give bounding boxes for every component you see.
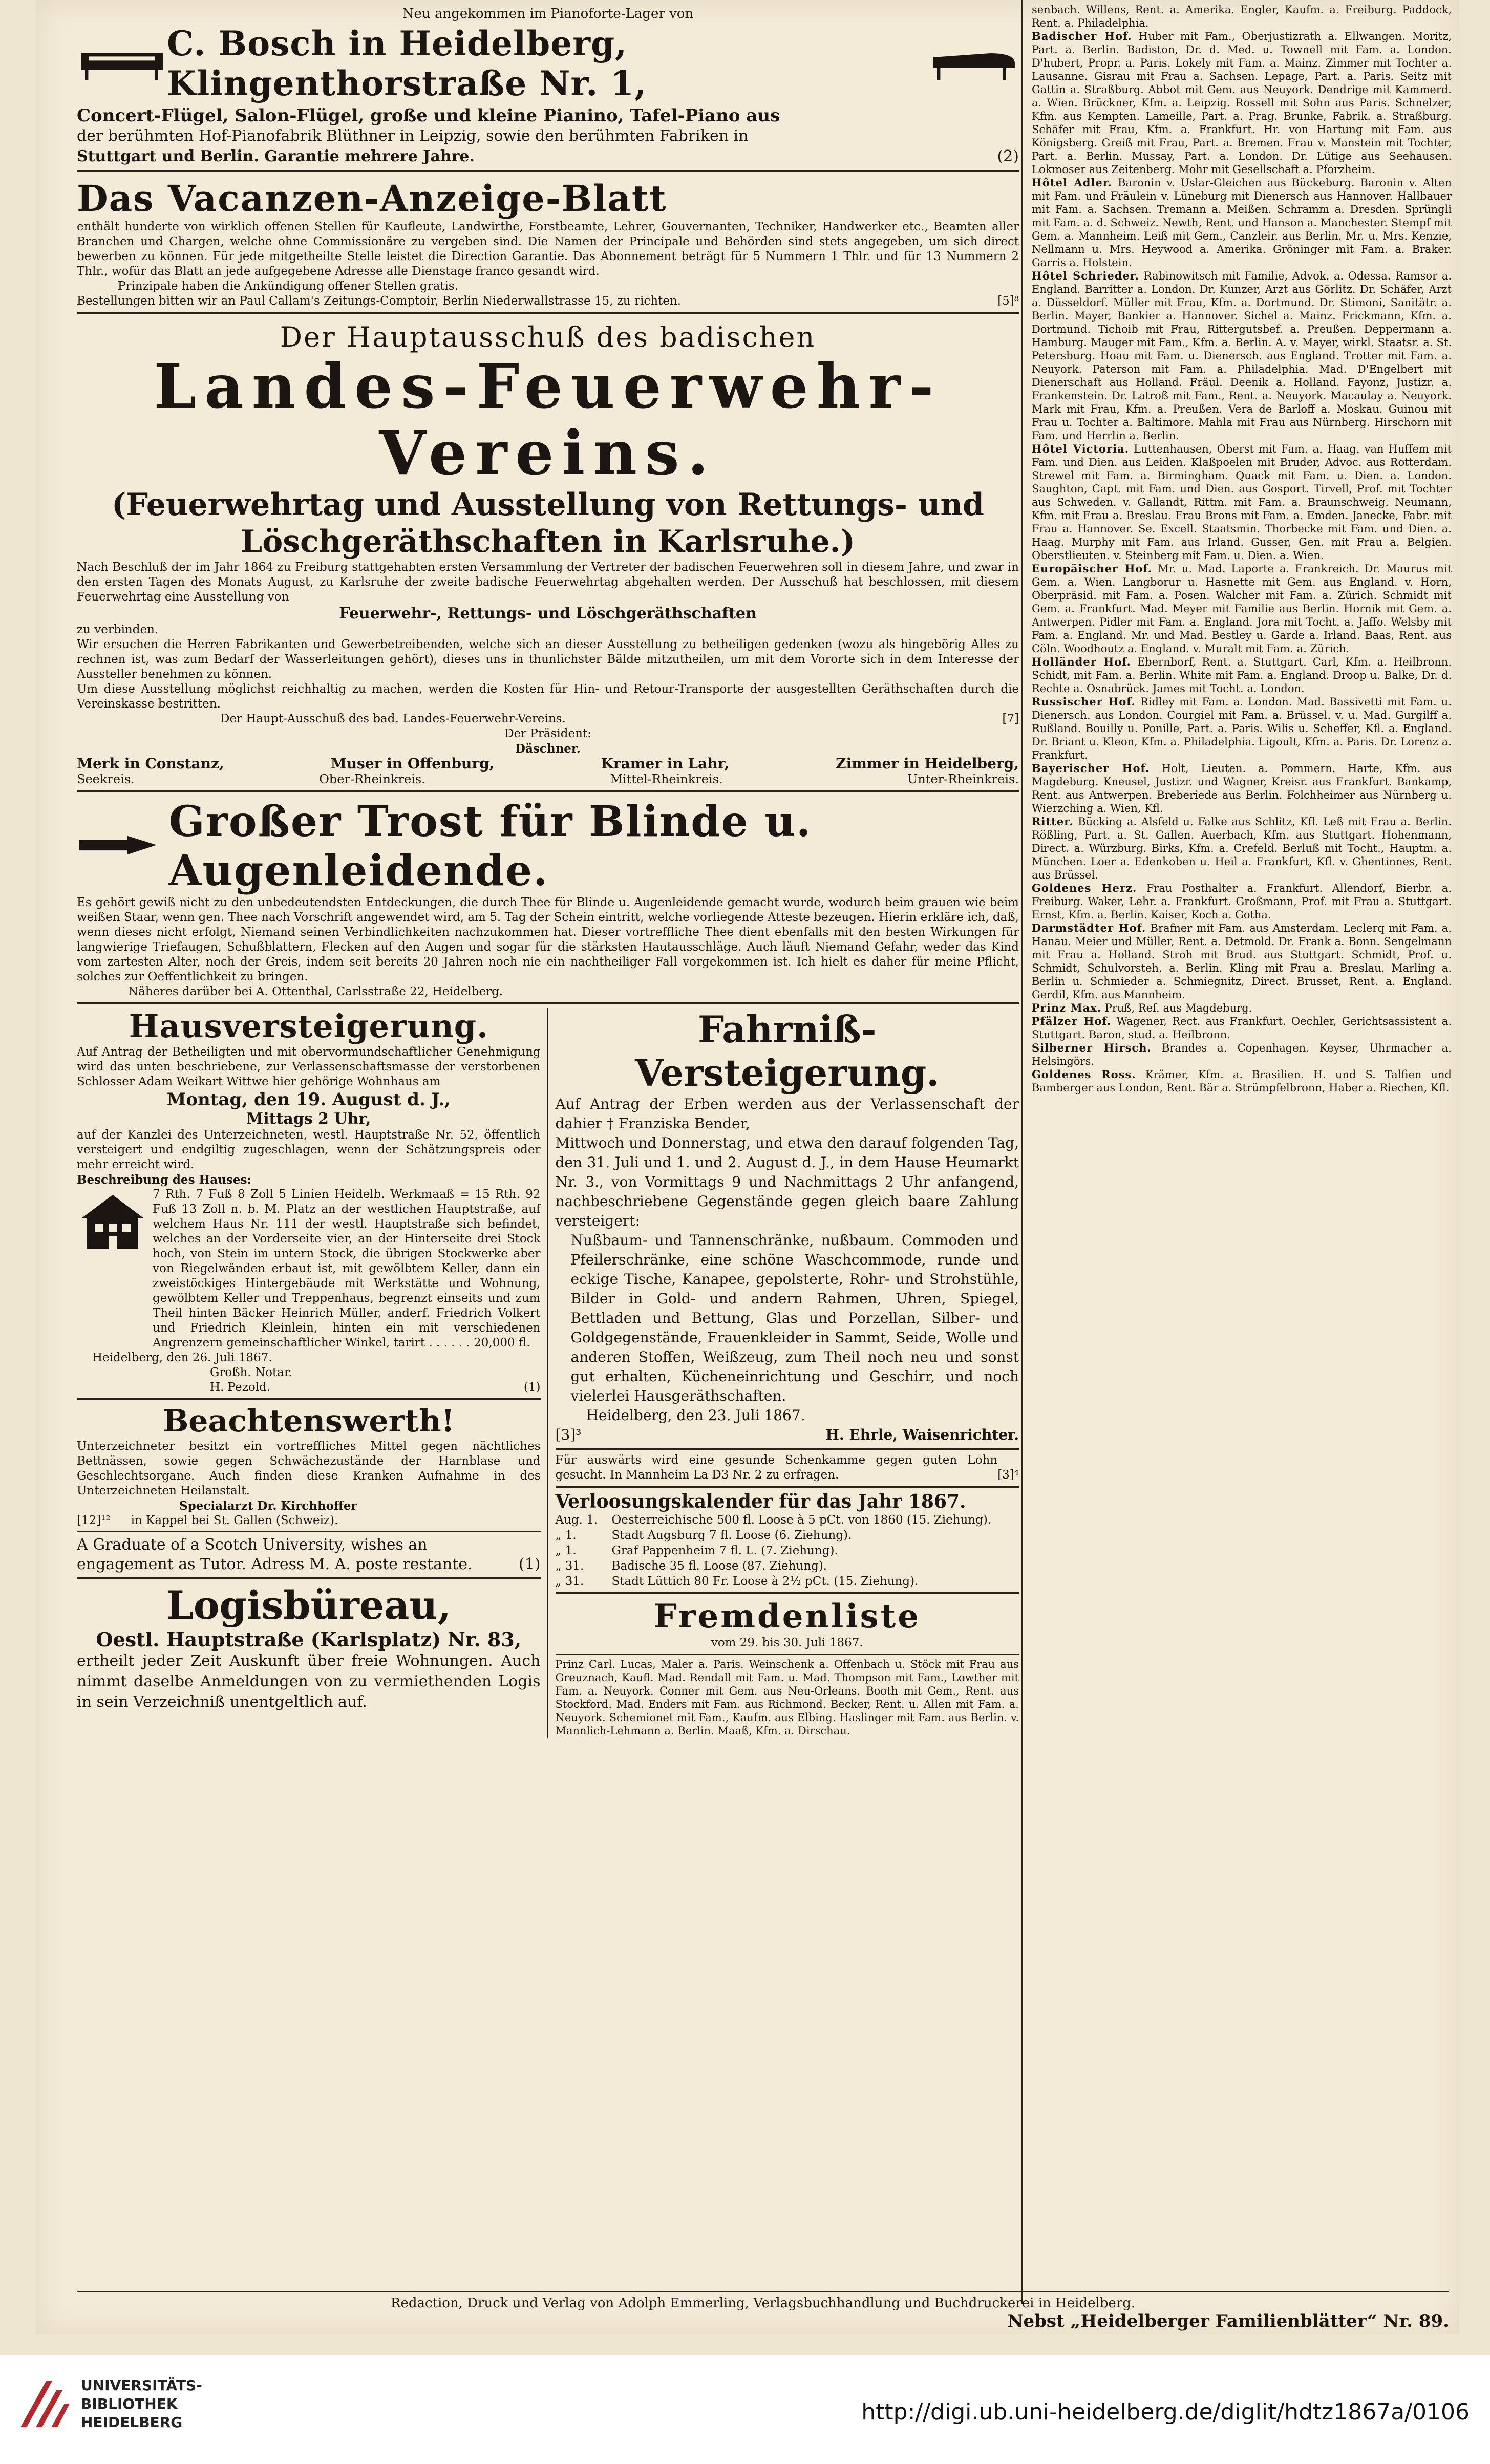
right-top-text: senbach. Willens, Rent. a. Amerika. Engler, Kaufm. a. Freiburg. Paddock, Rent. a. Philadelphia. [1032, 4, 1452, 29]
hotel-name: Goldenes Herz. [1032, 882, 1137, 894]
trost-body: Es gehört gewiß nicht zu den unbedeutendsten Entdeckungen, die durch Thee für Blinde u. Augenleidende gemacht wurde, wodurch beim grauen wie beim weißen Staar, wenn gen. Thee nach Vorschrift angewendet wird, am 5. Tag der Schein eintritt, welche vorliegende Atteste bezeugen. Hierin erkläre ich, daß, wenn dieses nicht erfolgt, Niemand seinen Verbindlichkeiten nachzukommen hat. Dieser vortreffliche Thee dient ebenfalls mit den besten Wirkungen für langwierige Triefaugen, Schußblattern, Flecken auf den Augen und sogar für die stärksten Hautausschläge. Auch läuft Niemand Gefahr, weder das Kind vom zartesten Alter, noch der Greis, indem seit bereits 20 Jahren noch nie ein nachtheiliger Fall vorgekommen ist. Ich hielt es daher für meine Pflicht, solches zur Oeffentlichkeit zu bringen. [77, 896, 1019, 983]
feuerwehr-praesident: Der Präsident: [504, 727, 591, 740]
hotel-guests: Huber mit Fam., Oberjustizrath a. Ellwangen. Moritz, Part. a. Berlin. Badiston, Dr. d. Med. u. Townell mit Fam. a. London. D'hubert, Propr. a. Paris. Lokely mit Fam. a. Mainz. Zimmer mit Tochter a. Lausanne. Gisrau mit Frau a. Sachsen. Lepage, Part. a. Paris. Seitz mit Gattin a. Straßburg. Abbot mit Gem. aus Neuyork. Dendrige mit Kammerd. a. Wien. Brückner, Kfm. a. Leipzig. Rossell mit Sohn aus Paris. Schnelzer, Kfm. aus Kempten. Lameille, Part. a. Prag. Brunke, Fabrik. a. Straßburg. Schäfer mit Frau, Kfm. a. Frankfurt. Hr. von Hartung mit Fam. aus Königsberg. Greiß mit Frau, Part. a. Bremen. Frau v. Manstein mit Tochter, Part. a. Berlin. Mussay, Part. a. London. Dr. Lütige aus Seehausen. Lokmoser aus Zeitenberg. Mohr mit Gesellschaft a. Pforzheim. [1032, 30, 1452, 176]
fahrniss-signature: H. Ehrle, Waisenrichter. [825, 1426, 1019, 1443]
verloosung-title: Verloosungskalender für das Jahr 1867. [555, 1491, 966, 1512]
logis-body: ertheilt jeder Zeit Auskunft über freie Wohnungen. Auch nimmt daselbe Anmeldungen von zu vermiethenden Logis in sein Verzeichniß unentgeltlich auf. [77, 1652, 541, 1711]
hotel-guests: Bücking a. Alsfeld u. Falke aus Schlitz, Kfl. Leß mit Frau a. Berlin. Rößling, Part. a. St. Gallen. Auerbach, Kfm. aus Stuttgart. Hohenmann, Direct. a. Würzburg. Birks, Kfm. a. Crefeld. Berluß mit Tocht., Hauptm. a. München. Loer a. Edenkoben u. Heil a. Frankfurt, Kfl. v. Ghentinnes, Rent. aus Brüssel. [1032, 816, 1452, 881]
piano-intro: Neu angekommen im Pianoforte-Lager von [402, 6, 694, 22]
hotel-name: Hôtel Adler. [1032, 176, 1113, 189]
feuerwehr-title1: Der Hauptausschuß des badischen [280, 321, 816, 353]
hotel-list [1032, 30, 1452, 1095]
verloosung-list [556, 1512, 1019, 1589]
library-logo[interactable] [15, 2376, 202, 2432]
house-icon [77, 1187, 148, 1254]
graduate-text: A Graduate of a Scotch University, wishes an engagement as Tutor. Adress M. A. poste restante. [77, 1536, 473, 1573]
hotel-guests: Luttenhausen, Oberst mit Fam. a. Haag. van Huffem mit Fam. und Dien. aus Leiden. Klaßpoelen mit Bruder, Advoc. aus Rotterdam. Strewel mit Fam. a. Birmingham. Quack mit Fam. u. Dien. a. London. Saughton, Capt. mit Fam. und Dien. aus Gosport. Tirvell, Prof. mit Tochter aus Schweden. v. Gallandt, Rittm. mit Fam. a. Braunschweig. Neumann, Kfm. mit Frau a. Breslau. Frau Brons mit Fam. a. Emden. Janecke, Fabr. mit Frau a. Hannover. Se. Excell. Staatsmin. Thorbecke mit Fam. und Dien. a. Haag. Murphy mit Fam. aus Irland. Gusser, Gen. mit Frau a. Belgien. Oberstlieuten. v. Steinberg mit Fam. u. Dien. a. Wien. [1032, 443, 1452, 562]
right-column [1032, 0, 1452, 1095]
fremden-prinz-carl: Prinz Carl. Lucas, Maler a. Paris. Weinschenk a. Offenbach u. Stöck mit Frau aus Greuznach, Kaufl. Mad. Rendall mit Fam. u. Mad. Thompson mit Fam., Lowther mit Fam. a. Neuyork. Conner mit Gem. aus Neu-Orleans. Booth mit Gem., Rent. aus Stockford. Mad. Enders mit Fam. aus Richmond. Becker, Rent. u. Allen mit Fam. a. Neuyork. Schemionet mit Fam., Kaufm. aus Elbing. Haslinger mit Fam. aus Berlin. v. Mannlich-Lehmann a. Berlin. Maaß, Kfm. a. Dirschau. [555, 1658, 1019, 1737]
pointing-hand-icon [77, 828, 161, 864]
hotel-name: Badischer Hof. [1032, 30, 1132, 42]
hotel-guests: Holt, Lieuten. a. Pommern. Harte, Kfm. aus Magdeburg. Kneusel, Justizr. und Wagner, Kreisr. aus Frankfurt. Bankamp, Rent. aus Antwerpen. Breberiede aus Berlin. Folchheimer aus Nürnberg u. Wierzching a. Wien, Kfl. [1032, 762, 1452, 815]
vacanzen-line3: Bestellungen bitten wir an Paul Callam's Zeitungs-Comptoir, Berlin Niederwallstrasse 15, zu richten. [77, 294, 682, 308]
beacht-title: Beachtenswerth! [162, 1403, 455, 1439]
hotel-guests: Wagener, Rect. aus Frankfurt. Oechler, Gerichtsassistent a. Stuttgart. Baron, stud. a. Heilbronn. [1032, 1015, 1452, 1041]
vacanzen-title: Das Vacanzen-Anzeige-Blatt [77, 177, 667, 220]
schenkamme-number: [3]⁴ [997, 1468, 1019, 1482]
hotel-entry [1032, 1041, 1452, 1068]
feuerwehr-exhibit: Feuerwehr-, Rettungs- und Löschgeräthschaften [339, 605, 757, 623]
verloosung-row: „ 1. Stadt Augsburg 7 fl. Loose (6. Ziehung). [555, 1529, 852, 1542]
hotel-guests: Mr. u. Mad. Laporte a. Frankreich. Dr. Maurus mit Gem. a. Wien. Langborur u. Hasnette mit Gem. aus England. v. Horn, Oberpräsid. mit Fam. a. Posen. Walcher mit Fam. a. Zürich. Schmidt mit Gem. a. Frankfurt. Mad. Meyer mit Familie aus Berlin. Hornik mit Gem. a. Antwerpen. Pidler mit Fam. a. England. Jora mit Tocht. a. Jaffo. Welsby mit Fam. a. England. Mr. und Mad. Bestley u. Garde a. Irland. Baas, Rent. aus Cöln. Woodhoutz a. England. v. Muralt mit Fam. a. Zürich. [1032, 563, 1452, 655]
hotel-entry [1032, 655, 1452, 695]
hotel-name: Hôtel Victoria. [1032, 442, 1130, 455]
footer [77, 2288, 1449, 2331]
feuerwehr-title3: (Feuerwehrtag und Ausstellung von Rettungs- und Löschgeräthschaften in Karlsruhe.) [112, 487, 984, 560]
hotel-guests: Ridley mit Fam. a. London. Mad. Bassivetti mit Fam. u. Dienersch. aus London. Courgiel mit Fam. a. Brüssel. v. u. Mad. Gurgilff a. Rußland. Bouilly u. Ponille, Part. a. Paris. Wilis u. Scheffer, Kfl. a. England. Dr. Briant u. Kleon, Kfm. a. Philadelphia. Ligoult, Kfm. a. Paris. Dr. Lorenz a. Frankfurt. [1032, 696, 1452, 761]
hotel-name: Goldenes Ross. [1032, 1068, 1136, 1081]
subcolumn-right [547, 1008, 1019, 1738]
fahrniss-title: Fahrniß-Versteigerung. [635, 1008, 940, 1095]
member-role-4: Unter-Rheinkreis. [907, 772, 1019, 786]
fahrniss-signature-date: Heidelberg, den 23. Juli 1867. [586, 1407, 805, 1424]
column-divider [1021, 0, 1023, 2304]
library-bar [0, 2355, 1490, 2464]
beacht-place: in Kappel bei St. Gallen (Schweiz). [131, 1514, 338, 1527]
hotel-guests: Frau Posthalter a. Frankfurt. Allendorf, Bierbr. a. Freiburg. Waker, Lehr. a. Frankfurt. Großmann, Prof. mit Frau a. Stuttgart. Ernst, Kfm. a. Berlin. Kaiser, Koch a. Gotha. [1032, 882, 1452, 921]
hotel-guests: Brandes a. Copenhagen. Keyser, Uhrmacher a. Helsingörs. [1032, 1042, 1452, 1067]
hotel-entry [1032, 762, 1452, 815]
library-name-line3: HEIDELBERG [81, 2414, 183, 2431]
member-2: Muser in Offenburg, [330, 755, 495, 772]
fremden-title: Fremdenliste [653, 1597, 921, 1636]
vacanzen-line2: Prinzipale haben die Ankündigung offener Stellen gratis. [118, 280, 458, 293]
haus-date: Montag, den 19. August d. J., [166, 1089, 451, 1110]
fremden-range: vom 29. bis 30. Juli 1867. [711, 1636, 863, 1649]
haus-signature-date: Heidelberg, den 26. Juli 1867. [92, 1351, 272, 1364]
fahrniss-number: [3]³ [555, 1426, 582, 1443]
logis-address: Oestl. Hauptstraße (Karlsplatz) Nr. 83, [96, 1628, 522, 1651]
trost-ad [77, 797, 1019, 999]
hotel-entry [1032, 815, 1452, 882]
source-url-link[interactable]: http://digi.ub.uni-heidelberg.de/diglit/hdtz1867a/0106 [861, 2399, 1470, 2425]
trost-contact: Näheres darüber bei A. Ottenthal, Carlsstraße 22, Heidelberg. [128, 985, 503, 998]
feuerwehr-p1b: zu verbinden. [77, 623, 159, 636]
haus-signature-role: Großh. Notar. [210, 1366, 292, 1379]
piano-line1: Concert-Flügel, Salon-Flügel, große und kleine Pianino, Tafel-Piano aus [77, 105, 780, 126]
subcolumn-left [77, 1008, 547, 1738]
member-role-3: Mittel-Rheinkreis. [610, 772, 723, 786]
hotel-entry [1032, 882, 1452, 922]
hotel-entry [1032, 1001, 1452, 1015]
member-1: Merk in Constanz, [77, 755, 224, 772]
library-name-line1: UNIVERSITÄTS- [81, 2377, 202, 2394]
footer-imprint: Redaction, Druck und Verlag von Adolph Emmerling, Verlagsbuchhandlung und Buchdruckerei in Heidelberg. [390, 2296, 1136, 2311]
graduate-number: (1) [519, 1555, 541, 1573]
hotel-entry [1032, 442, 1452, 562]
trost-title: Großer Trost für Blinde u. Augenleidende. [168, 797, 812, 895]
beacht-body: Unterzeichneter besitzt ein vortreffliches Mittel gegen nächtliches Bettnässen, sowie gegen Schwächezustände der Harnblase und Geschlechtsorgane. Auch finden diese Kranken Aufnahme in des Unterzeichneten Heilanstalt. [77, 1440, 541, 1497]
haus-description: 7 Rth. 7 Fuß 8 Zoll 5 Linien Heidelb. Werkmaaß = 15 Rth. 92 Fuß 13 Zoll n. b. M. Platz an der westlichen Hauptstraße, auf welchem Haus Nr. 111 der westl. Hauptstraße sich befindet, welches an der Vorderseite vier, an der Hinterseite drei Stock hoch, von Stein im untern Stock, die übrigen Stockwerke aber von Riegelwänden erbaut ist, mit gewölbtem Keller, dann ein zweistöckiges Hintergebäude mit Werkstätte und Wohnung, gewölbtem Keller und Treppenhaus, begrenzt einseits und zum Theil hinten Bäcker Heinrich Müller, anderf. Friedrich Volkert und Friedrich Kleinlein, hinten ein mit verschiedenen Angrenzern gemeinschaftlicher Winkel, tarirt . . . . . . 20,000 fl. [153, 1188, 541, 1349]
hotel-name: Pfälzer Hof. [1032, 1015, 1112, 1027]
fahrniss-items: Nußbaum- und Tannenschränke, nußbaum. Commoden und Pfeilerschränke, eine schöne Waschcommode, runde und eckige Tische, Kanapee, gepolsterte, Rohr- und Strohstühle, Bilder in Gold- und andern Rahmen, Uhren, Spiegel, Bettladen und Bettung, Glas und Porzellan, Silber- und Goldgegenstände, Frauenkleider in Sammt, Seide, Wolle und anderen Stoffen, Weißzeug, zum Theil noch neu und sonst gut erhalten, Kücheneinrichtung und Geschirr, und noch vielerlei Hausgeräthschaften. [570, 1232, 1019, 1404]
hotel-entry [1032, 1015, 1452, 1041]
haus-p2: auf der Kanzlei des Unterzeichneten, westl. Hauptstraße Nr. 52, öffentlich versteigert und endgiltig zugeschlagen, wenn der Schätzungspreis oder mehr erreicht wird. [77, 1128, 541, 1171]
hotel-name: Prinz Max. [1032, 1001, 1102, 1014]
feuerwehr-signature: Der Haupt-Ausschuß des bad. Landes-Feuerwehr-Vereins. [220, 712, 566, 725]
member-role-2: Ober-Rheinkreis. [319, 772, 425, 786]
newspaper-page [36, 0, 1459, 2334]
schenkamme-text: Für auswärts wird eine gesunde Schenkamme gegen guten Lohn gesucht. In Mannheim La D3 Nr. 2 zu erfragen. [555, 1453, 998, 1482]
logis-title: Logisbüreau, [166, 1582, 452, 1628]
haus-signature-name: H. Pezold. [210, 1381, 271, 1394]
piano-seller-name: C. Bosch in Heidelberg, Klingenthorstraße Nr. 1, [166, 24, 647, 103]
hotel-entry [1032, 922, 1452, 1001]
hotel-name: Bayerischer Hof. [1032, 762, 1150, 775]
beacht-signature: Specialarzt Dr. Kirchhoffer [179, 1499, 357, 1513]
hotel-guests: Pruß, Ref. aus Magdeburg. [1104, 1002, 1252, 1014]
hotel-guests: Krämer, Kfm. a. Brasilien. H. und S. Talfien und Bamberger aus London, Rent. Bär a. Strümpfelbronn, Haber a. Riechen, Kfl. [1032, 1068, 1452, 1094]
verloosung-row: „ 1. Graf Pappenheim 7 fl. L. (7. Ziehung). [555, 1544, 838, 1557]
fahrniss-p1b: Mittwoch und Donnerstag, und etwa den darauf folgenden Tag, den 31. Juli und 1. und 2. August d. J., in dem Hause Heumarkt Nr. 3., von Vormittags 9 und Nachmittags 2 Uhr anfangend, nachbeschriebene Gegenstände gegen gleich baare Zahlung versteigert: [555, 1134, 1019, 1229]
hotel-name: Ritter. [1032, 815, 1074, 828]
verloosung-row: Aug. 1. Oesterreichische 500 fl. Loose à 5 pCt. von 1860 (15. Ziehung). [555, 1513, 992, 1527]
hotel-entry [1032, 562, 1452, 655]
feuerwehr-p2: Wir ersuchen die Herren Fabrikanten und Gewerbetreibenden, welche sich an dieser Ausstellung zu betheiligen gedenken (wozu als hingebörig Alles zu rechnen ist, was zum Bedarf der Wasserleitungen gehört), dieses uns in thunlichster Bälde mitzutheilen, um mit dem Vororte sich in dem Interesse der Aussteller benehmen zu können. [77, 638, 1019, 681]
hotel-name: Hôtel Schrieder. [1032, 269, 1140, 282]
hotel-name: Russischer Hof. [1032, 695, 1136, 708]
haus-desc-heading: Beschreibung des Hauses: [77, 1173, 251, 1187]
vacanzen-number: [5]⁸ [997, 294, 1019, 308]
vacanzen-body: enthält hunderte von wirklich offenen Stellen für Kaufleute, Landwirthe, Forstbeamte, Lehrer, Gouvernanten, Techniker, Handwerker etc., Beamten aller Branchen und Chargen, welche ohne Commissionäre zu vergeben sind. Die Namen der Principale und Behörden sind stets angegeben, um sich direct bewerben zu können. Für jede mitgetheilte Stelle leistet die Direction Garantie. Das Abonnement beträgt für 5 Nummern 1 Thlr. und für 13 Nummern 2 Thlr., wofür das Blatt an jede aufgegebene Adresse alle Dienstage franco gesandt wird. [77, 220, 1019, 278]
hotel-entry [1032, 30, 1452, 176]
hotel-entry [1032, 176, 1452, 269]
member-3: Kramer in Lahr, [601, 755, 730, 772]
hotel-name: Europäischer Hof. [1032, 562, 1153, 575]
haus-title: Hausversteigerung. [129, 1008, 488, 1045]
hotel-entry [1032, 1068, 1452, 1095]
left-column [77, 0, 1019, 1738]
feuerwehr-p3: Um diese Ausstellung möglichst reichhaltig zu machen, werden die Kosten für Hin- und Retour-Transporte der ausgestellten Geräthschaften durch die Vereinskasse bestritten. [77, 682, 1019, 711]
feuerwehr-ad [77, 321, 1019, 787]
feuerwehr-praesident-name: Däschner. [515, 742, 581, 756]
verloosung-row: „ 31. Badische 35 fl. Loose (87. Ziehung). [555, 1559, 827, 1573]
grand-piano-icon [929, 40, 1019, 87]
hotel-entry [1032, 695, 1452, 762]
member-role-1: Seekreis. [77, 772, 135, 786]
feuerwehr-p1: Nach Beschluß der im Jahr 1864 zu Freiburg stattgehabten ersten Versammlung der Vertreter der badischen Feuerwehren soll in diesem Jahre, und zwar in den ersten Tagen des Monats August, zu Karlsruhe der zweite badische Feuerwehrtag abgehalten werden. Der Ausschuß hat beschlossen, mit diesem Feuerwehrtag eine Ausstellung von [77, 561, 1019, 604]
hotel-guests: Baronin v. Uslar-Gleichen aus Bückeburg. Baronin v. Alten mit Fam. und Fräulein v. Lüneburg mit Dienersch aus Hannover. Hallbauer mit Fam. a. Sachsen. Tremann a. Meißen. Schramm a. Dresden. Sprüngli mit Fam. a. d. Schweiz. Newth, Rent. und Hanson a. Manchester. Stempf mit Gem. a. Mannheim. Leiß mit Gem., Canzleir. aus Berlin. Mr. u. Mrs. Kenzie, Nellmann u. Mrs. Heywood a. Amerika. Gröninger mit Fam. a. Braker. Garris a. Holstein. [1032, 177, 1452, 269]
member-4: Zimmer in Heidelberg, [836, 755, 1019, 772]
vacanzen-ad [77, 177, 1019, 309]
piano-line2: der berühmten Hof-Pianofabrik Blüthner in Leipzig, sowie den berühmten Fabriken in [77, 127, 749, 145]
verloosung-row: „ 31. Stadt Lüttich 80 Fr. Loose à 2½ pCt. (15. Ziehung). [555, 1575, 919, 1588]
piano-line3: Stuttgart und Berlin. Garantie mehrere Jahre. [77, 147, 475, 165]
library-logo-icon [15, 2376, 72, 2432]
fahrniss-p1: Auf Antrag der Erben werden aus der Verlassenschaft der dahier † Franziska Bender, [555, 1096, 1019, 1132]
hotel-guests: Ebernborf, Rent. a. Stuttgart. Carl, Kfm. a. Heilbronn. Schidt, mit Fam. a. Berlin. White mit Fam. a. England. Droop u. Balke, Dr. d. Rechte a. Osnabrück. James mit Tocht. a. London. [1032, 656, 1452, 695]
hotel-name: Holländer Hof. [1032, 655, 1131, 668]
hotel-entry [1032, 269, 1452, 442]
feuerwehr-number: [7] [1002, 712, 1019, 725]
feuerwehr-title2: Landes-Feuerwehr-Vereins. [154, 351, 942, 488]
haus-number: (1) [523, 1381, 541, 1394]
haus-p1: Auf Antrag der Betheiligten und mit obervormundschaftlicher Genehmigung wird das unten beschriebene, zur Verlassenschaftsmasse der verstorbenen Schlosser Adam Weikart Wittwe hier gehörige Wohnhaus am [77, 1045, 541, 1088]
beacht-number: [12]¹² [77, 1514, 111, 1527]
footer-supplement: Nebst „Heidelberger Familienblätter“ Nr. 89. [1007, 2311, 1449, 2331]
piano-ad [77, 6, 1019, 167]
hotel-guests: Brafner mit Fam. aus Amsterdam. Leclerq mit Fam. a. Hanau. Meier und Müller, Rent. a. Detmold. Dr. Frank a. Bonn. Sengelmann mit Frau a. Holland. Stroh mit Brud. aus Stuttgart. Schmidt, Prof. u. Schmidt, Schulvorsteh. a. Berlin. Kling mit Frau a. Breslau. Marling a. Berlin u. Schmieder a. Schmiegnitz, Direct. Brusset, Rent. a. England. Gerdil, Kfm. aus Mannheim. [1032, 922, 1452, 1001]
hotel-name: Silberner Hirsch. [1032, 1041, 1152, 1054]
piano-ad-number: (2) [997, 147, 1019, 165]
library-name-line2: BIBLIOTHEK [81, 2395, 178, 2412]
hotel-name: Darmstädter Hof. [1032, 922, 1146, 934]
piano-icon [77, 40, 167, 87]
hotel-guests: Rabinowitsch mit Familie, Advok. a. Odessa. Ramsor a. England. Barritter a. London. Dr. Kunzer, Arzt aus Görlitz. Dr. Schäfer, Arzt a. Düsseldorf. Müller mit Frau, Kfm. a. Dortmund. Dr. Stimoni, Sanitätr. a. Berlin. Mayer, Bankier a. Hannover. Sichel a. Mainz. Frickmann, Kfm. a. Dortmund. Tichoib mit Frau, Rittergutsbef. a. Preußen. Deppermann a. Hamburg. Mauger mit Fam., Kfm. a. Berlin. A. v. Mayer, wirkl. Staatsr. a. St. Petersburg. Hoau mit Fam. u. Dienersch. aus England. Trotter mit Fam. a. Neuyork. Paterson mit Fam. a. Philadelphia. Mad. D'Engelbert mit Dienerschaft aus Holland. Fräul. Deenik a. Holland. Fayonz, Justizr. a. Frankenstein. Dr. Latroß mit Fam., Rent. a. Neuyork. Macaulay a. Neuyork. Mark mit Frau, Kfm. a. Preußen. Vera de Barloff a. Moskau. Guinou mit Frau u. Tochter a. Baltimore. Mahla mit Frau aus Nürnberg. Hirschorn mit Fam. und Herrlin a. Berlin. [1032, 270, 1452, 442]
haus-time: Mittags 2 Uhr, [246, 1110, 371, 1128]
